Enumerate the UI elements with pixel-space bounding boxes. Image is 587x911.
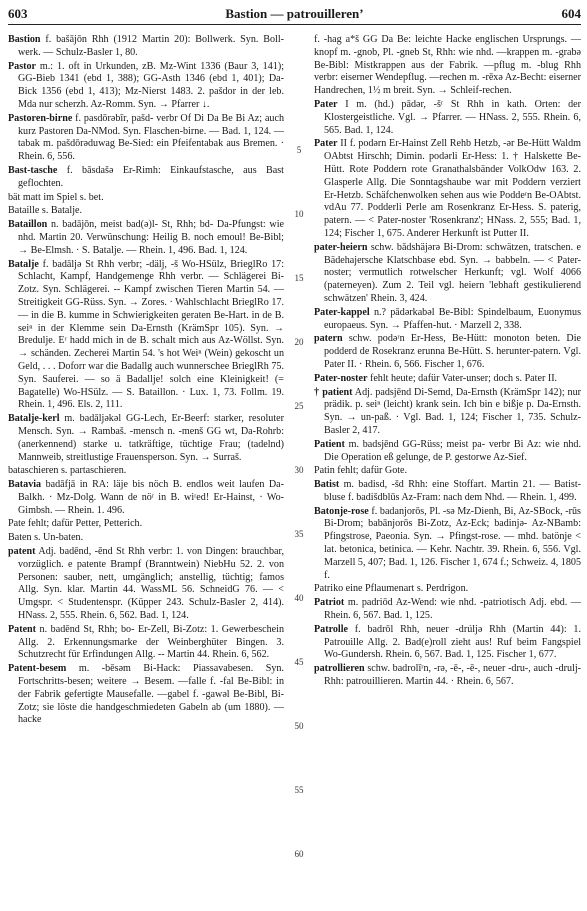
dictionary-entry — [8, 546, 284, 623]
entry-text: Adj. badēnd, -ēnd St Rhh verbr: 1. von Dingen: brauchbar, vorzüglich. e patente Brampf (Branntwein) NiebHu 52. 2. von Personen: sauber, nett, umgänglich; anstellig, tüchtig; famos Allg. Syn. klar. Martin 44. WassML 56. SchneidG 76. — < Umgspr. < Studentenspr. (Küpper 243. Schulz-Basler 2, 414). HNass. 2, 555. Rhein. 6, 562. Bad. 1, 124. — [18, 546, 284, 622]
entry-headword: Pater-noster — [314, 372, 368, 384]
dictionary-entry — [314, 138, 581, 240]
entry-text: n.? pādərkabəl Be-Bibl: Spindelbaum, Euonymus europaeus. Syn. → Pfaffen-hut. · Marzell 2, 338. — [324, 306, 581, 331]
dictionary-entry — [8, 663, 284, 727]
entry-text: f. pasdōrəbīr, pašd- verbr Of Di Da Be Bi Az; auch kurz Pastoren Da-NMod. Syn. Flaschen-birne. — Bad. 1, 124. —tabak m. pašdōrəduwag Be-Sied: ein Pfeifentabak aus Bremen. · Rhein. 6, 556. — [18, 112, 284, 163]
dictionary-entry — [314, 333, 581, 371]
entry-headword: † patient — [314, 386, 353, 398]
entry-headword: Patrolle — [314, 623, 349, 635]
dictionary-entry — [8, 61, 284, 112]
entry-text: I m. (hd.) pādər, -šʳ St Rhh in kath. Orten: der Klostergeistliche. Vgl. → Pfarrer. — HNass. 2, 555. Rhein. 6, 565. Bad. 1, 124. — [324, 98, 581, 136]
entry-headword: Patent — [8, 623, 37, 635]
entry-text: II f. podərn Er-Hainst Zell Rehb Hetzb, -ər Be-Hütt Waldm OAbtst Hirschh; Dimin. podərli Er-Hess: 1. † Halskette Be-Hütt. Rote Poddern rote Granathalsbänder VolkOdw 163. 2. Glasperle Allg. Die Sonntagshaube war mit Poddern verziert Er-Hetzb. Schäfchenwolken sehen aus wie Poddeʳn Be-OAbtst. vdAu 77. Podderli Perle am Rosenkranz Er-Hess. S. paterig, patern. — < Pater-noster 'Rosenkranz'; HNass. 2, 555; Bad. 1, 124; Fischer 1, 675. Anderer Herkunft ist Putter II. — [324, 138, 581, 239]
dictionary-entry — [314, 242, 581, 306]
entry-text: m. badsjēnd GG-Rüss; meist pa- verbr Bi Az: wie nhd. Die Operation eß gelunge, de P. gestorwe Az-Sief. — [324, 438, 581, 463]
entry-headword: Patient — [314, 438, 345, 450]
entry-headword: Pater — [314, 138, 338, 150]
entry-headword: Pastoren-birne — [8, 112, 73, 124]
dictionary-entry — [314, 597, 581, 623]
entry-headword: patern — [314, 333, 343, 345]
entry-headword: Batalje — [8, 258, 39, 270]
line-number: 55 — [294, 785, 304, 796]
entry-text: Patriko eine Pflaumenart s. Perdrigon. — [314, 583, 469, 595]
dictionary-entry — [314, 479, 581, 505]
entry-headword: Bast-tasche — [8, 164, 58, 176]
entry-text: schw. bādshäjərə Bi-Drom: schwätzen, tratschen. e Bädehajersche Klatschbase ebd. Syn. → babbeln. — < Pater-noster; vermutlich rotwelscher Herkunft; vgl. Wolf 4066 (paterneyen). Zum 2. Teil vgl. heiern 'lebhaft gestikulierend schwätzen' Rhein. 3, 424. — [324, 241, 581, 304]
entry-text: Bataille s. Batalje. — [8, 205, 82, 217]
entry-text: m. padriōd Az-Wend: wie nhd. -patriotisch Adj. ebd. — Rhein. 6, 567. Bad. 1, 125. — [324, 597, 581, 622]
entry-text: f. -hag a*š GG Da Be: leichte Hacke englischen Ursprungs. —knopf m. -gnob, Pl. -gneb St, Rhh: wie nhd. —krappen m. -grabə Be-Bibl: Mistkrappen aus der Fabrik. —pflug m. -blug Rhh verbr: eiserner Wendepflug. —rechen m. -rēxə Az-Becht: eiserner Handrechen, 1½ m breit. Syn. → Schleif-rechen. — [314, 34, 581, 97]
line-number: 15 — [294, 273, 304, 284]
entry-text: schw. podəʳn Er-Hess, Be-Hütt: monoton beten. Die podderd de Rosekranz erunna Be-Hütt. S. herunter-patern. Vgl. Pater II. · Rhein. 6, 566. Fischer 1, 676. — [324, 333, 581, 370]
dictionary-entry — [314, 387, 581, 438]
entry-text: Baten s. Un-baten. — [8, 532, 84, 544]
entry-text: n. badēnd St, Rhh; bo- Er-Zell, Bi-Zotz: 1. Gewerbeschein Allg. 2. Erkennungsmarke der Weinberghüter Bingen. 3. Schutzrecht für Erfindungen Allg. -- Martin 44. Rhein. 6, 562. — [18, 623, 284, 661]
entry-text: Pate fehlt; dafür Petter, Petterich. — [8, 518, 143, 530]
dictionary-entry — [8, 113, 284, 164]
entry-text: m. badisd, -šd Rhh: eine Stoffart. Martin 21. — Batist-bluse f. badišdblūs Az-Fram: nach dem Nhd. — Rhein. 1, 499. — [324, 479, 581, 503]
entry-text: m. -bēsəm Bi-Hack: Piassavabesen. Syn. Fortschritts-besen; weitere → Besem. —falle f. -fal Be-Bibl: in der Fabrik gefertigte Mausefalle. —gabel f. -gawəl Be-Bibl, Bi-Zotz; sie löste die handgeschmiedeten Gabeln ab (um 1880). —hacke — [18, 663, 284, 726]
line-number: 20 — [294, 337, 304, 348]
dictionary-entry — [8, 518, 284, 531]
line-number: 60 — [294, 849, 304, 860]
entry-text: m.: 1. oft in Urkunden, zB. Mz-Wint 1336 (Baur 3, 141); GG-Bieb 1341 (ebd 1, 388); GG-Asth 1346 (ebd 1, 401); Da-Bick 1356 (ebd 1, 413); Mz-Nierst 1483. 2. pašdor in der leb. Mda nur scherzh. Az-Romm. Syn. → Pfarrer ↓. — [18, 60, 284, 110]
dictionary-entry — [8, 532, 284, 545]
entry-headword: patent — [8, 546, 36, 558]
page-number-left: 603 — [8, 6, 28, 21]
dictionary-entry — [314, 373, 581, 386]
dictionary-entry — [8, 192, 284, 205]
left-column — [8, 34, 284, 905]
entry-headword: Bataillon — [8, 219, 48, 231]
line-number: 50 — [294, 721, 304, 732]
dictionary-entry — [314, 465, 581, 478]
dictionary-entry — [8, 465, 284, 478]
line-number-gutter — [288, 34, 310, 905]
line-number: 40 — [294, 593, 304, 604]
entry-headword: Batalje-kerl — [8, 413, 60, 425]
line-number: 5 — [296, 145, 302, 156]
dictionary-entry — [8, 34, 284, 60]
dictionary-entry — [8, 205, 284, 218]
entry-headword: Pater — [314, 98, 338, 110]
line-number: 35 — [294, 529, 304, 540]
entry-text: fehlt heute; dafür Vater-unser; doch s. Pater II. — [367, 372, 558, 384]
page-number-right: 604 — [561, 6, 581, 21]
entry-headword: Patent-besem — [8, 663, 67, 675]
dictionary-entry — [314, 99, 581, 137]
entry-text: f. badanjorōs, Pl. -sə Mz-Dienh, Bi, Az-SBock, -rūs Bi-Drom; babānjorōs Bi-Zotz, Az-Eck; badinjə- Az-NBamb: Pfingstrose, Paeonia. Syn. → Pfingst-rose. — mhd. batönje < lat. betonica, betinica. — Kehr. Nachtr. 39. Rhein. 6, 556. Vgl. Marzell 5, 407; Bad. 1, 126. Fischer 1, 674 f.; Schweiz. 4, 1805 f. — [324, 505, 581, 581]
dictionary-entry — [314, 624, 581, 662]
entry-text: schw. badrolīʳn, -rə, -ē-, -ē-, neuer -dru-, auch -drulj- Rhh: patrouillieren. Martin 44. · Rhein. 6, 567. — [324, 663, 581, 688]
line-number: 30 — [294, 465, 304, 476]
entry-headword: Pastor — [8, 60, 37, 72]
entry-headword: Batist — [314, 479, 340, 491]
dictionary-entry — [8, 165, 284, 191]
entry-text: badāfjā in RA: läje bis nöch B. endlos weit laufen Da-Balkh. · Mz-Dolg. Wann de nöʳ in B. wiʳed! Er-Hainst, · Wo-Gimbsh. — Rhein. 1. 496. — [18, 479, 284, 516]
dictionary-entry — [8, 219, 284, 257]
entry-headword: Bastion — [8, 34, 41, 45]
entry-text: f. badrōl Rhh, neuer -drúljə Rhh (Martin 44): 1. Patrouille Allg. 2. Bad(e)roll zieht aus! Ruf beim Fangspiel Wo-Gundersh. Rhein. 6, 567. Bad. 1, 125. Fischer 1, 677. — [324, 623, 581, 661]
entry-text: bataschieren s. partaschieren. — [8, 465, 127, 477]
entry-text: m. badāljəkəl GG-Lech, Er-Beerf: starker, resoluter Mensch. Syn. → Rambaš. -mensch n. -menš GG wt, Da-Rohrb: (anerkennend) starke u. tatkräftige, tüchtige Frau; (tadelnd) Mannweib, streitlustige Frauensperson. Syn. → Surraš. — [18, 413, 284, 463]
right-column — [314, 34, 581, 905]
entry-headword: Patriot — [314, 597, 345, 609]
header-rule — [8, 24, 581, 25]
running-title: Bastion — patrouilleren’ — [225, 6, 364, 21]
entry-text: f. bašājōn Rhh (1912 Martin 20): Bollwerk. Syn. Boll-werk. — Schulz-Basler 1, 80. — [18, 34, 284, 58]
entry-headword: Pater-kappel — [314, 306, 370, 318]
entry-text: Adj. padsjēnd Di-Semd, Da-Ernsth (KrämSpr 142); nur prädik. p. seiⁿ (leicht) krank sein. Ich bin e bißje p. Da-Ernsth. Syn. → un-paß. · Vgl. Bad. 1, 124; Fischer 1, 735. Schulz-Basler 2, 417. — [324, 386, 581, 436]
line-number: 25 — [294, 401, 304, 412]
line-number: 45 — [294, 657, 304, 668]
line-number: 10 — [294, 209, 304, 220]
page-header — [8, 6, 581, 26]
entry-headword: patrollieren — [314, 663, 365, 675]
dictionary-entry — [314, 583, 581, 596]
entry-text: Patin fehlt; dafür Gote. — [314, 465, 408, 477]
entry-text: n. badājōn, meist bad(ə)l- St, Rhh; bd- Da-Pfungst: wie nhd. Martin 20. Verwünschung: Heilig B. noch emoul! Be-Bibl; → Be-Elmsh. · S. Batalje. — Rhein. 1, 496. Bad. 1, 124. — [18, 219, 284, 256]
dictionary-entry — [8, 413, 284, 464]
entry-headword: Batavia — [8, 479, 42, 491]
dictionary-entry — [8, 479, 284, 517]
dictionary-entry — [8, 259, 284, 413]
dictionary-entry — [314, 34, 581, 98]
entry-headword: pater-heiern — [314, 241, 368, 253]
entry-text: f. badāljə St Rhh verbr; -dälj, -š Wo-HSülz, BrieglRo 17: Schlacht, Kampf, Handgemenge Rhh verbr. — Schlägerei Bi-Zotz. Syn. Schlägerei. -- Kampf zwischen Tieren Martin 54. — Streitigkeit GG-Rüss. Syn. → Zores. · Wahlschlacht BrieglRo 17. — in die B. kumme in Schwierigkeiten geraten Be-Hart. in de B. seiⁿ in der Klemme sein Da-Ernsth (KrämSpr 105). Syn. → Bredulje. Eʳ hadd mich in de B. schalt mich aus Az-Wöllst. Syn. → schänden. Zecherei Martin 54. 's hot Weiⁿ (Wein) gekoscht un Geld, . . . Doforr war die Badallg auch wunnerschee BrieglRh 75. Syn. Sauferei. — so ä Badallje! solch eine Kleinigkeit! (= Bagatelle) Wo-HSülz. — S. Bataillon. · Lux. 1, 73. Follm. 19. Rhein. 1, 496. Els. 2, 111. — [18, 258, 284, 411]
entry-text: f. bāsdašə Er-Rimh: Einkaufstasche, aus Bast geflochten. — [18, 164, 284, 189]
dictionary-entry — [314, 307, 581, 333]
dictionary-entry — [314, 439, 581, 465]
entry-text: bät matt im Spiel s. bet. — [8, 191, 104, 203]
dictionary-entry — [314, 506, 581, 583]
dictionary-entry — [314, 663, 581, 689]
dictionary-entry — [8, 624, 284, 662]
entry-headword: Batonje-rose — [314, 505, 369, 517]
